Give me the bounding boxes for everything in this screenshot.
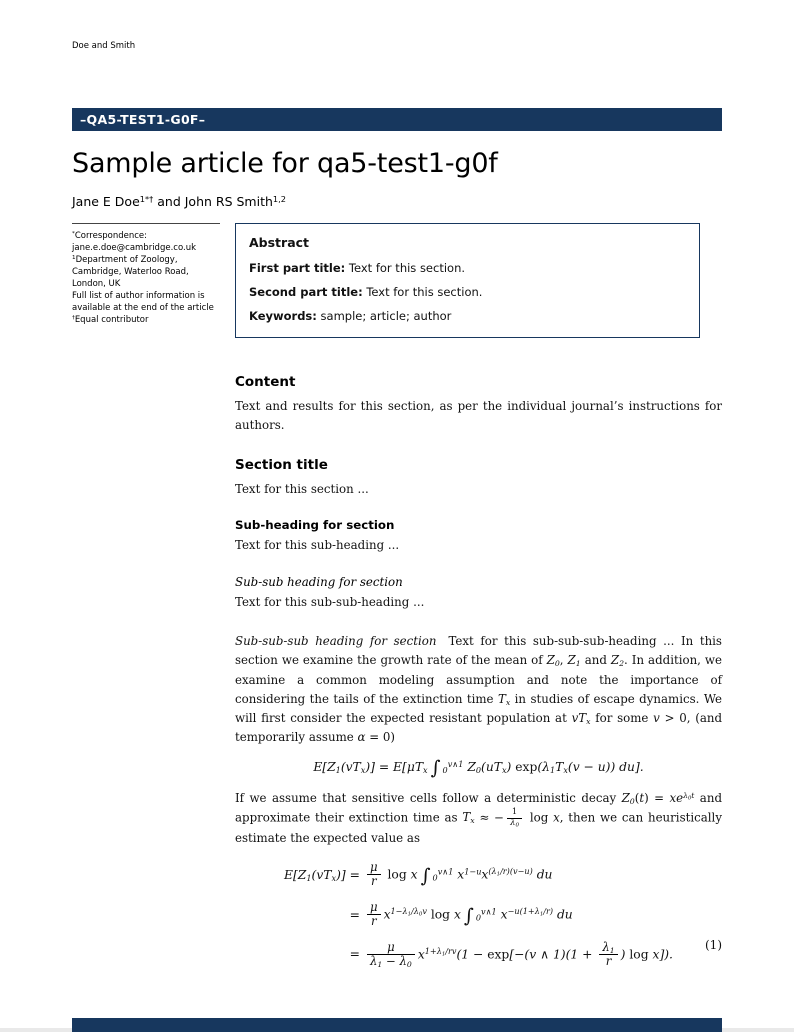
affiliation-line: Cambridge, Waterloo Road,	[72, 267, 189, 277]
equation-rhs: $\frac{\mu}{r}$ $x^{1-\lambda_1/\lambda_0v}$ log x ∫ $_0^{v\wedge 1}$ $x^{-u(1+\lambda_1/r)}$ du	[362, 895, 675, 935]
equals-sign: =	[349, 947, 360, 962]
author-info-sidebar	[72, 223, 220, 326]
article-body	[235, 374, 722, 975]
equals-sign: =	[349, 907, 360, 922]
abstract-item-text: Text for this section.	[366, 284, 483, 299]
equation-rhs: $\frac{\mu}{\lambda_1 - \lambda_0}$ $x^{1+\lambda_1/rv}(1 - \exp[-(v$ ∧ 1)(1 + $\frac{\lambda_1}{r}$ ) log x]).	[362, 935, 675, 975]
subsubsection-heading: Sub-sub heading for section	[235, 575, 403, 590]
equation-row	[282, 935, 675, 975]
content-heading: Content	[235, 373, 296, 390]
authors-line: Jane E Doe$^{1*\dagger}$ and John RS Smith$^{1,2}$	[72, 193, 287, 209]
series-banner	[72, 108, 722, 131]
abstract-item	[249, 309, 686, 324]
author-info-note: Full list of author information is	[72, 291, 205, 301]
equal-contributor-note: †Equal contributor	[72, 315, 149, 325]
abstract-item-label: Second part title:	[249, 284, 363, 299]
abstract-item-text: Text for this section.	[348, 261, 466, 275]
equation-rhs: $\frac{\mu}{r}$ log x ∫ $_0^{v\wedge 1}$ $x^{1-u}x^{(\lambda_1/r)(v-u)}$ du	[362, 855, 675, 895]
equation-aligned-block	[235, 855, 722, 975]
correspondence-label: *Correspondence:	[72, 231, 148, 241]
abstract-box	[235, 223, 700, 338]
subsubsub-heading: Sub-sub-sub heading for section	[235, 634, 437, 649]
section-paragraph: Text for this section ...	[235, 482, 369, 497]
author-info-note: available at the end of the article	[72, 303, 214, 313]
sidebar-divider	[72, 223, 220, 224]
equation-row	[282, 895, 675, 935]
equation-array	[282, 855, 675, 975]
equation-row	[282, 855, 675, 895]
equation-number: (1)	[705, 938, 722, 953]
footer-bar	[72, 1018, 722, 1032]
equation-display: $E[Z_1(vT_x)] = E[\mu T_x$ ∫ $_0^{v\wedge 1}$ $Z_0(uT_x) \exp(\lambda_1T_x(v - u))$ du].	[313, 757, 644, 780]
abstract-item	[249, 285, 686, 300]
content-paragraph: Text and results for this section, as per the individual journal’s instructions for authors.	[235, 398, 722, 432]
equation-lhs	[282, 895, 348, 935]
correspondence-email[interactable]: jane.e.doe@cambridge.co.uk	[72, 243, 197, 253]
subsubsub-text: Text for this sub-sub-sub-heading ... In this section we examine the growth rate of the mean of $Z_0$, $Z_1$ and $Z_2$. In addition, we examine a common modeling assumption and note the importance of considering the tails of the extinction time $T_x$ in studies of escape dynamics. We will first consider the expected resistant population at $vT_x$ for some v > 0, (and temporarily assume α = 0)	[235, 634, 723, 744]
two-column-layout	[72, 223, 722, 974]
equation-lhs: $E[Z_1(vT_x)]$	[284, 867, 346, 883]
subsubsub-paragraph	[235, 632, 722, 747]
abstract-item-label: Keywords:	[249, 308, 317, 323]
subsection-paragraph: Text for this sub-heading ...	[235, 538, 400, 553]
subsubsection-paragraph: Text for this sub-sub-heading ...	[235, 595, 425, 610]
running-head: Doe and Smith	[72, 41, 136, 51]
article-title: Sample article for qa5-test1-g0f	[72, 148, 498, 179]
estimate-paragraph: If we assume that sensitive cells follow a deterministic decay $Z_0(t) = xe^{\lambda_0t}$ and approximate their extinction time as $T_x$ ≈ − $\frac{1}{\lambda_0}$ log x, then we can heuristically estimate the expected value as	[235, 791, 722, 845]
main-column	[235, 223, 722, 974]
abstract-item-label: First part title:	[249, 261, 346, 275]
series-banner-label: –QA5-TEST1-G0F–	[80, 112, 206, 127]
affiliation-line: $^1$Department of Zoology,	[72, 255, 178, 265]
abstract-item	[249, 261, 686, 276]
section-heading: Section title	[235, 457, 328, 474]
subsection-heading: Sub-heading for section	[235, 518, 395, 533]
abstract-heading: Abstract	[249, 235, 310, 250]
equals-sign: =	[349, 867, 360, 882]
abstract-item-text: sample; article; author	[320, 308, 452, 323]
equation-lhs	[282, 935, 348, 975]
affiliation-line: London, UK	[72, 279, 121, 289]
